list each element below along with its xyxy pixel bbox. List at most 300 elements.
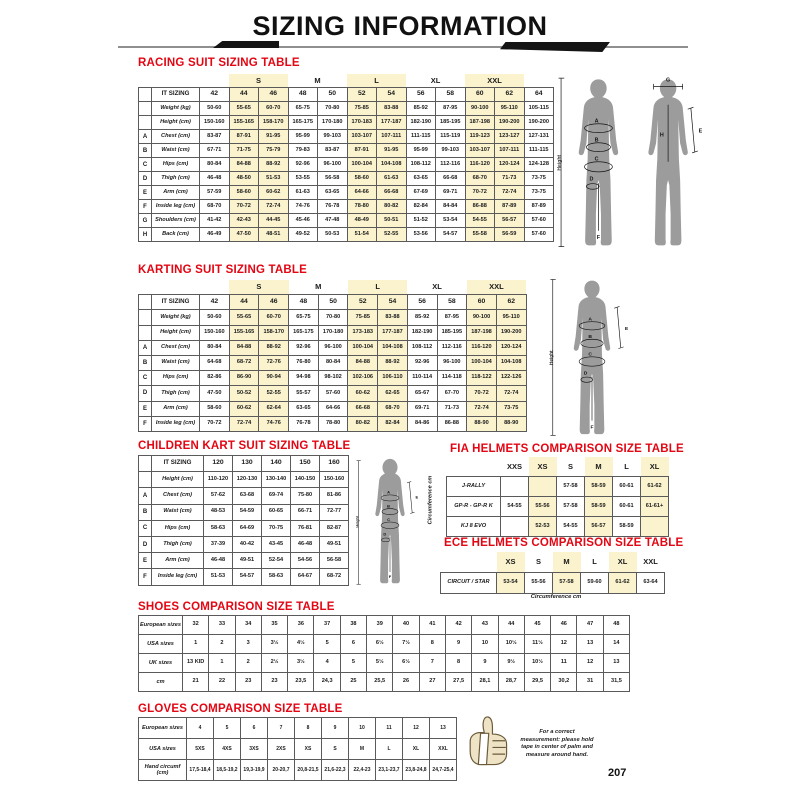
table-cell: 57-58 [557, 497, 585, 517]
table-cell: 52-55 [377, 228, 407, 242]
table-cell: 29,5 [524, 673, 550, 692]
table-cell: 76-81 [291, 520, 320, 536]
table-cell: 72-77 [320, 504, 349, 520]
table-cell: 72-74 [467, 401, 497, 416]
table-cell: 88-92 [259, 340, 289, 355]
tape-band [478, 733, 488, 764]
table-cell [501, 517, 529, 537]
row-label: Weight (kg) [152, 102, 200, 116]
table-cell: 22 [209, 673, 235, 692]
measurement-note: For a correct measurement: please hold tape in center of palm and measure around hand. [520, 729, 594, 758]
table-cell: 49-51 [320, 536, 349, 552]
size-header-cell: 150 [291, 456, 320, 472]
table-cell: 9 [445, 635, 471, 654]
table-cell: 13 KID [183, 654, 209, 673]
table-cell: 46 [551, 616, 577, 635]
table-cell: 41 [419, 616, 445, 635]
table-cell: 82-87 [320, 520, 349, 536]
table-cell: 107-111 [377, 130, 407, 144]
table-cell: 57-59 [200, 186, 230, 200]
table-cell: 56-59 [495, 228, 525, 242]
children-body-figure [352, 456, 428, 588]
table-cell: 45-46 [288, 214, 318, 228]
table-cell: 70-80 [318, 310, 348, 325]
table-cell: 116-120 [465, 158, 495, 172]
table-cell: 4 [314, 654, 340, 673]
table-cell: 51-53 [204, 569, 233, 585]
table-cell: 60-61 [613, 477, 641, 497]
row-letter [139, 472, 152, 488]
table-cell: 3 [235, 635, 261, 654]
table-cell: 9 [472, 654, 498, 673]
table-cell: 38 [340, 616, 366, 635]
page-title: SIZING INFORMATION [252, 11, 548, 41]
table-cell: 96-100 [318, 158, 348, 172]
table-cell: 72-76 [259, 355, 289, 370]
size-group-header: XS [529, 457, 557, 477]
waist-label: B [594, 137, 599, 144]
table-cell: 27 [419, 673, 445, 692]
table-cell: 50-51 [377, 214, 407, 228]
table-cell: 62-64 [259, 401, 289, 416]
table-cell: 74-76 [259, 416, 289, 431]
row-letter: C [139, 371, 152, 386]
row-label: Chest (cm) [152, 130, 200, 144]
table-cell: 2XS [268, 739, 295, 760]
table-cell: 2 [235, 654, 261, 673]
table-cell: 48 [603, 616, 629, 635]
table-cell: 84-86 [407, 416, 437, 431]
fia-table-title: FIA HELMETS COMPARISON SIZE TABLE [450, 443, 684, 455]
table-cell: 48-49 [347, 214, 377, 228]
table-cell: 73-75 [524, 172, 554, 186]
children-table-title: CHILDREN KART SUIT SIZING TABLE [138, 440, 351, 452]
table-cell: 177-187 [378, 325, 408, 340]
table-cell: 111-115 [524, 144, 554, 158]
row-letter: B [139, 355, 152, 370]
row-label: Arm (cm) [152, 553, 204, 569]
row-label: Waist (cm) [152, 144, 200, 158]
table-cell: 47 [577, 616, 603, 635]
table-cell: 55-65 [229, 102, 259, 116]
table-cell: 6 [340, 635, 366, 654]
table-cell: 71-73 [437, 401, 467, 416]
row-letter: H [139, 228, 152, 242]
table-cell: 92-96 [407, 355, 437, 370]
table-cell: 39 [367, 616, 393, 635]
table-cell: 3XS [241, 739, 268, 760]
table-cell: 26 [393, 673, 419, 692]
table-cell: 170-180 [318, 116, 348, 130]
size-header-cell: 120 [204, 456, 233, 472]
table-cell: 69-71 [436, 186, 466, 200]
table-cell: 70-72 [229, 200, 259, 214]
table-cell: 67-70 [437, 386, 467, 401]
table-cell: 119-123 [465, 130, 495, 144]
table-cell: 83-88 [378, 310, 408, 325]
table-cell: XL [403, 739, 430, 760]
table-cell: 155-165 [229, 116, 259, 130]
table-cell: 63-68 [233, 488, 262, 504]
size-header-cell: 140 [262, 456, 291, 472]
karting-body-figure [548, 276, 636, 440]
table-cell: 48-50 [229, 172, 259, 186]
size-group-header: M [314, 75, 321, 85]
table-cell: 10½ [498, 635, 524, 654]
row-label: Shoulders (cm) [152, 214, 200, 228]
table-cell: 88-90 [496, 416, 526, 431]
row-letter: F [139, 416, 152, 431]
table-cell: 64-66 [318, 401, 348, 416]
row-letter: E [139, 401, 152, 416]
table-cell: 87-95 [437, 310, 467, 325]
table-cell: 84-88 [229, 158, 259, 172]
ece-table-title: ECE HELMETS COMPARISON SIZE TABLE [444, 537, 684, 549]
table-cell: 79-83 [288, 144, 318, 158]
row-letter: D [139, 172, 152, 186]
table-cell: 54-55 [557, 517, 585, 537]
table-cell: 123-127 [495, 130, 525, 144]
table-cell: 52-53 [529, 517, 557, 537]
table-cell: 41-42 [200, 214, 230, 228]
row-letter: F [139, 569, 152, 585]
table-cell: 20,8-21,5 [295, 760, 322, 781]
table-cell: 57-60 [524, 228, 554, 242]
table-cell: 82-84 [406, 200, 436, 214]
arm-measure [407, 481, 415, 513]
size-header-cell: 48 [288, 88, 318, 102]
table-cell: 53-56 [406, 228, 436, 242]
size-header-cell: 54 [377, 88, 407, 102]
table-cell: 173-183 [348, 325, 378, 340]
height-measure-line [355, 461, 360, 585]
table-cell: 107-111 [495, 144, 525, 158]
table-cell: 103-107 [347, 130, 377, 144]
table-cell: 63-64 [637, 573, 665, 594]
table-cell: 54-55 [501, 497, 529, 517]
row-label: Thigh (cm) [152, 386, 200, 401]
table-cell: 86-88 [437, 416, 467, 431]
table-cell: 120-124 [496, 340, 526, 355]
height-label: Height [355, 515, 360, 528]
size-group-header: L [348, 280, 407, 295]
table-cell: 118-122 [467, 371, 497, 386]
table-cell: 80-82 [348, 416, 378, 431]
table-cell: 5 [314, 635, 340, 654]
size-group-header: XXS [506, 461, 522, 471]
table-cell: 112-116 [436, 158, 466, 172]
table-cell: 5XS [187, 739, 214, 760]
table-cell: 90-100 [465, 102, 495, 116]
table-cell: 23 [235, 673, 261, 692]
table-cell: 86-90 [229, 371, 259, 386]
table-cell: 10 [349, 718, 376, 739]
back-label: H [659, 132, 664, 139]
table-cell: 87-91 [229, 130, 259, 144]
table-cell: 83-87 [318, 144, 348, 158]
table-cell: 80-82 [377, 200, 407, 214]
table-cell: 58-60 [229, 186, 259, 200]
table-cell: 58-60 [200, 401, 230, 416]
table-cell: 10 [472, 635, 498, 654]
table-cell: 28,7 [498, 673, 524, 692]
waist-label: B [387, 503, 391, 509]
size-header-cell: 50 [318, 88, 348, 102]
size-group-header [139, 74, 230, 88]
table-cell: 46-48 [204, 553, 233, 569]
size-group-header: XL [432, 282, 442, 292]
children-kart-suit-table [138, 455, 349, 586]
inside-leg-label: F [596, 235, 601, 241]
table-cell: 53-55 [288, 172, 318, 186]
row-letter: E [139, 186, 152, 200]
table-cell: 95-99 [406, 144, 436, 158]
table-cell: 21 [183, 673, 209, 692]
table-cell: 73-75 [524, 186, 554, 200]
table-cell: 75-85 [348, 310, 378, 325]
size-group-header: XL [641, 457, 669, 477]
table-cell: 56-58 [318, 172, 348, 186]
table-cell: 37 [314, 616, 340, 635]
row-letter: B [139, 504, 152, 520]
table-cell: 50-53 [318, 228, 348, 242]
row-label: Thigh (cm) [152, 536, 204, 552]
karting-suit-table [138, 280, 527, 432]
table-cell: 5½ [367, 654, 393, 673]
table-cell: 11 [376, 718, 403, 739]
table-cell: 103-107 [465, 144, 495, 158]
table-cell: 110-120 [204, 472, 233, 488]
size-header-cell: 56 [407, 295, 437, 310]
table-cell: 44-45 [259, 214, 289, 228]
table-cell: 104-108 [496, 355, 526, 370]
table-cell: 3½ [261, 635, 287, 654]
karting-table-title: KARTING SUIT SIZING TABLE [138, 264, 307, 276]
size-header-cell: 60 [465, 88, 495, 102]
table-cell: 94-98 [289, 371, 319, 386]
row-label: Thigh (cm) [152, 172, 200, 186]
table-cell: 54-59 [233, 504, 262, 520]
table-cell: 106-110 [378, 371, 408, 386]
table-cell: 67-71 [200, 144, 230, 158]
inside-leg-label: F [388, 574, 392, 580]
table-cell: M [349, 739, 376, 760]
row-label: UK sizes [139, 654, 183, 673]
row-letter [139, 295, 152, 310]
table-cell: 7 [419, 654, 445, 673]
table-cell: 76-80 [289, 355, 319, 370]
table-cell: 124-128 [524, 158, 554, 172]
row-letter [139, 116, 152, 130]
row-label: USA sizes [139, 635, 183, 654]
size-group-header: L [592, 557, 597, 567]
size-header-cell: 48 [289, 295, 319, 310]
height-measure-line [549, 280, 556, 436]
table-cell: 54-56 [291, 553, 320, 569]
table-cell: 43-45 [262, 536, 291, 552]
table-cell: 60-61 [613, 497, 641, 517]
table-cell: 2 [209, 635, 235, 654]
table-cell: 80-84 [318, 355, 348, 370]
table-cell: 46-49 [200, 228, 230, 242]
inside-leg-label: F [590, 425, 594, 431]
child-head [382, 459, 397, 476]
table-cell: 58-63 [204, 520, 233, 536]
table-cell: 61-62 [609, 573, 637, 594]
shoes-table-title: SHOES COMPARISON SIZE TABLE [138, 601, 335, 613]
size-group-header: M [553, 552, 581, 573]
table-cell: 86-88 [465, 200, 495, 214]
table-cell: 51-52 [406, 214, 436, 228]
table-cell: 66-68 [348, 401, 378, 416]
row-letter: B [139, 144, 152, 158]
table-cell: 9½ [498, 654, 524, 673]
table-cell: 60-62 [259, 186, 289, 200]
table-cell: 190-200 [524, 116, 554, 130]
table-cell: 2½ [261, 654, 287, 673]
table-cell: 122-126 [496, 371, 526, 386]
row-letter: D [139, 386, 152, 401]
table-cell: 66-68 [377, 186, 407, 200]
table-cell: 4½ [288, 635, 314, 654]
table-cell: 108-112 [407, 340, 437, 355]
thigh-label: D [583, 371, 588, 377]
table-cell: 78-80 [318, 416, 348, 431]
thigh-label: D [383, 531, 387, 537]
size-header-cell: 46 [259, 88, 289, 102]
size-header-cell: 50 [318, 295, 348, 310]
row-label: Hips (cm) [152, 520, 204, 536]
table-cell: 150-160 [200, 116, 230, 130]
row-label: cm [139, 673, 183, 692]
size-header-cell: 44 [229, 295, 259, 310]
table-cell: 14 [603, 635, 629, 654]
table-cell: 165-175 [289, 325, 319, 340]
table-cell: 21,6-22,3 [322, 760, 349, 781]
table-cell: 81-86 [320, 488, 349, 504]
size-group-header [441, 552, 497, 573]
size-group-header: M [585, 457, 613, 477]
table-cell: 5 [340, 654, 366, 673]
header-accent-right [500, 42, 610, 52]
table-cell: 12 [551, 635, 577, 654]
row-label: USA sizes [139, 739, 187, 760]
table-cell: 78-80 [347, 200, 377, 214]
height-label: Height [548, 350, 554, 366]
size-group-header: XXL [467, 280, 526, 295]
table-cell: 48-53 [204, 504, 233, 520]
table-cell: 102-106 [348, 371, 378, 386]
table-cell: 66-68 [436, 172, 466, 186]
row-letter: E [139, 553, 152, 569]
table-cell: 99-103 [436, 144, 466, 158]
table-cell: 108-112 [406, 158, 436, 172]
table-cell: S [322, 739, 349, 760]
table-cell: 8 [419, 635, 445, 654]
table-cell: 87-89 [495, 200, 525, 214]
table-cell: 190-200 [495, 116, 525, 130]
row-label: Waist (cm) [152, 355, 200, 370]
shoulders-label: G [666, 77, 671, 84]
table-cell: 23,1-23,7 [376, 760, 403, 781]
table-cell: 30,2 [551, 673, 577, 692]
size-header-cell: 58 [437, 295, 467, 310]
table-cell [501, 477, 529, 497]
table-cell: 28,1 [472, 673, 498, 692]
table-cell: 158-170 [259, 116, 289, 130]
table-cell: 104-108 [378, 340, 408, 355]
table-cell: 52-55 [259, 386, 289, 401]
table-cell: 49-52 [288, 228, 318, 242]
size-header-cell: 42 [200, 88, 230, 102]
row-letter: A [139, 488, 152, 504]
size-header-cell: 56 [406, 88, 436, 102]
shoes-comparison-table [138, 615, 630, 692]
table-cell: 177-187 [377, 116, 407, 130]
table-cell: 92-96 [288, 158, 318, 172]
table-cell: 170-183 [347, 116, 377, 130]
table-cell: 43 [472, 616, 498, 635]
table-cell: 6½ [393, 654, 419, 673]
table-cell: 24,7-25,4 [430, 760, 457, 781]
table-cell: 100-104 [467, 355, 497, 370]
table-cell: 10½ [524, 654, 550, 673]
table-cell: 6½ [367, 635, 393, 654]
table-cell: 22,4-23 [349, 760, 376, 781]
table-cell: 44 [498, 616, 524, 635]
table-cell: 25 [340, 673, 366, 692]
table-cell: 64-66 [347, 186, 377, 200]
hips-label: C [588, 352, 593, 358]
size-group-header: S [229, 74, 288, 88]
row-label: Arm (cm) [152, 186, 200, 200]
size-group-header: XL [430, 75, 441, 85]
table-cell: 59-60 [581, 573, 609, 594]
table-cell: 1 [209, 654, 235, 673]
table-cell: 31,5 [603, 673, 629, 692]
row-label: KJ 8 EVO [447, 517, 501, 537]
table-cell: 75-79 [259, 144, 289, 158]
table-cell: 7 [268, 718, 295, 739]
size-header-cell: 60 [467, 295, 497, 310]
size-header-cell: 130 [233, 456, 262, 472]
table-cell: 50-52 [229, 386, 259, 401]
row-letter [139, 456, 152, 472]
racing-suit-table [138, 74, 554, 242]
size-group-header: XXL [465, 74, 524, 88]
row-letter [139, 102, 152, 116]
table-cell: 88-92 [378, 355, 408, 370]
size-group-header [447, 457, 501, 477]
arm-label: E [624, 326, 629, 332]
row-letter: F [139, 200, 152, 214]
table-cell: 11½ [524, 635, 550, 654]
table-cell: 140-150 [291, 472, 320, 488]
table-cell: 55-57 [289, 386, 319, 401]
table-cell: 68-70 [378, 401, 408, 416]
table-cell: 23,8-24,8 [403, 760, 430, 781]
body-back-silhouette [648, 79, 687, 245]
table-cell: 165-175 [288, 116, 318, 130]
table-cell: 71-75 [229, 144, 259, 158]
table-cell: 72-74 [259, 200, 289, 214]
table-cell: 20-20,7 [268, 760, 295, 781]
table-cell: 68-72 [229, 355, 259, 370]
row-label: Inside leg (cm) [152, 416, 200, 431]
table-cell: 62-65 [378, 386, 408, 401]
size-group-header: M [315, 282, 322, 292]
table-cell: 88-92 [259, 158, 289, 172]
